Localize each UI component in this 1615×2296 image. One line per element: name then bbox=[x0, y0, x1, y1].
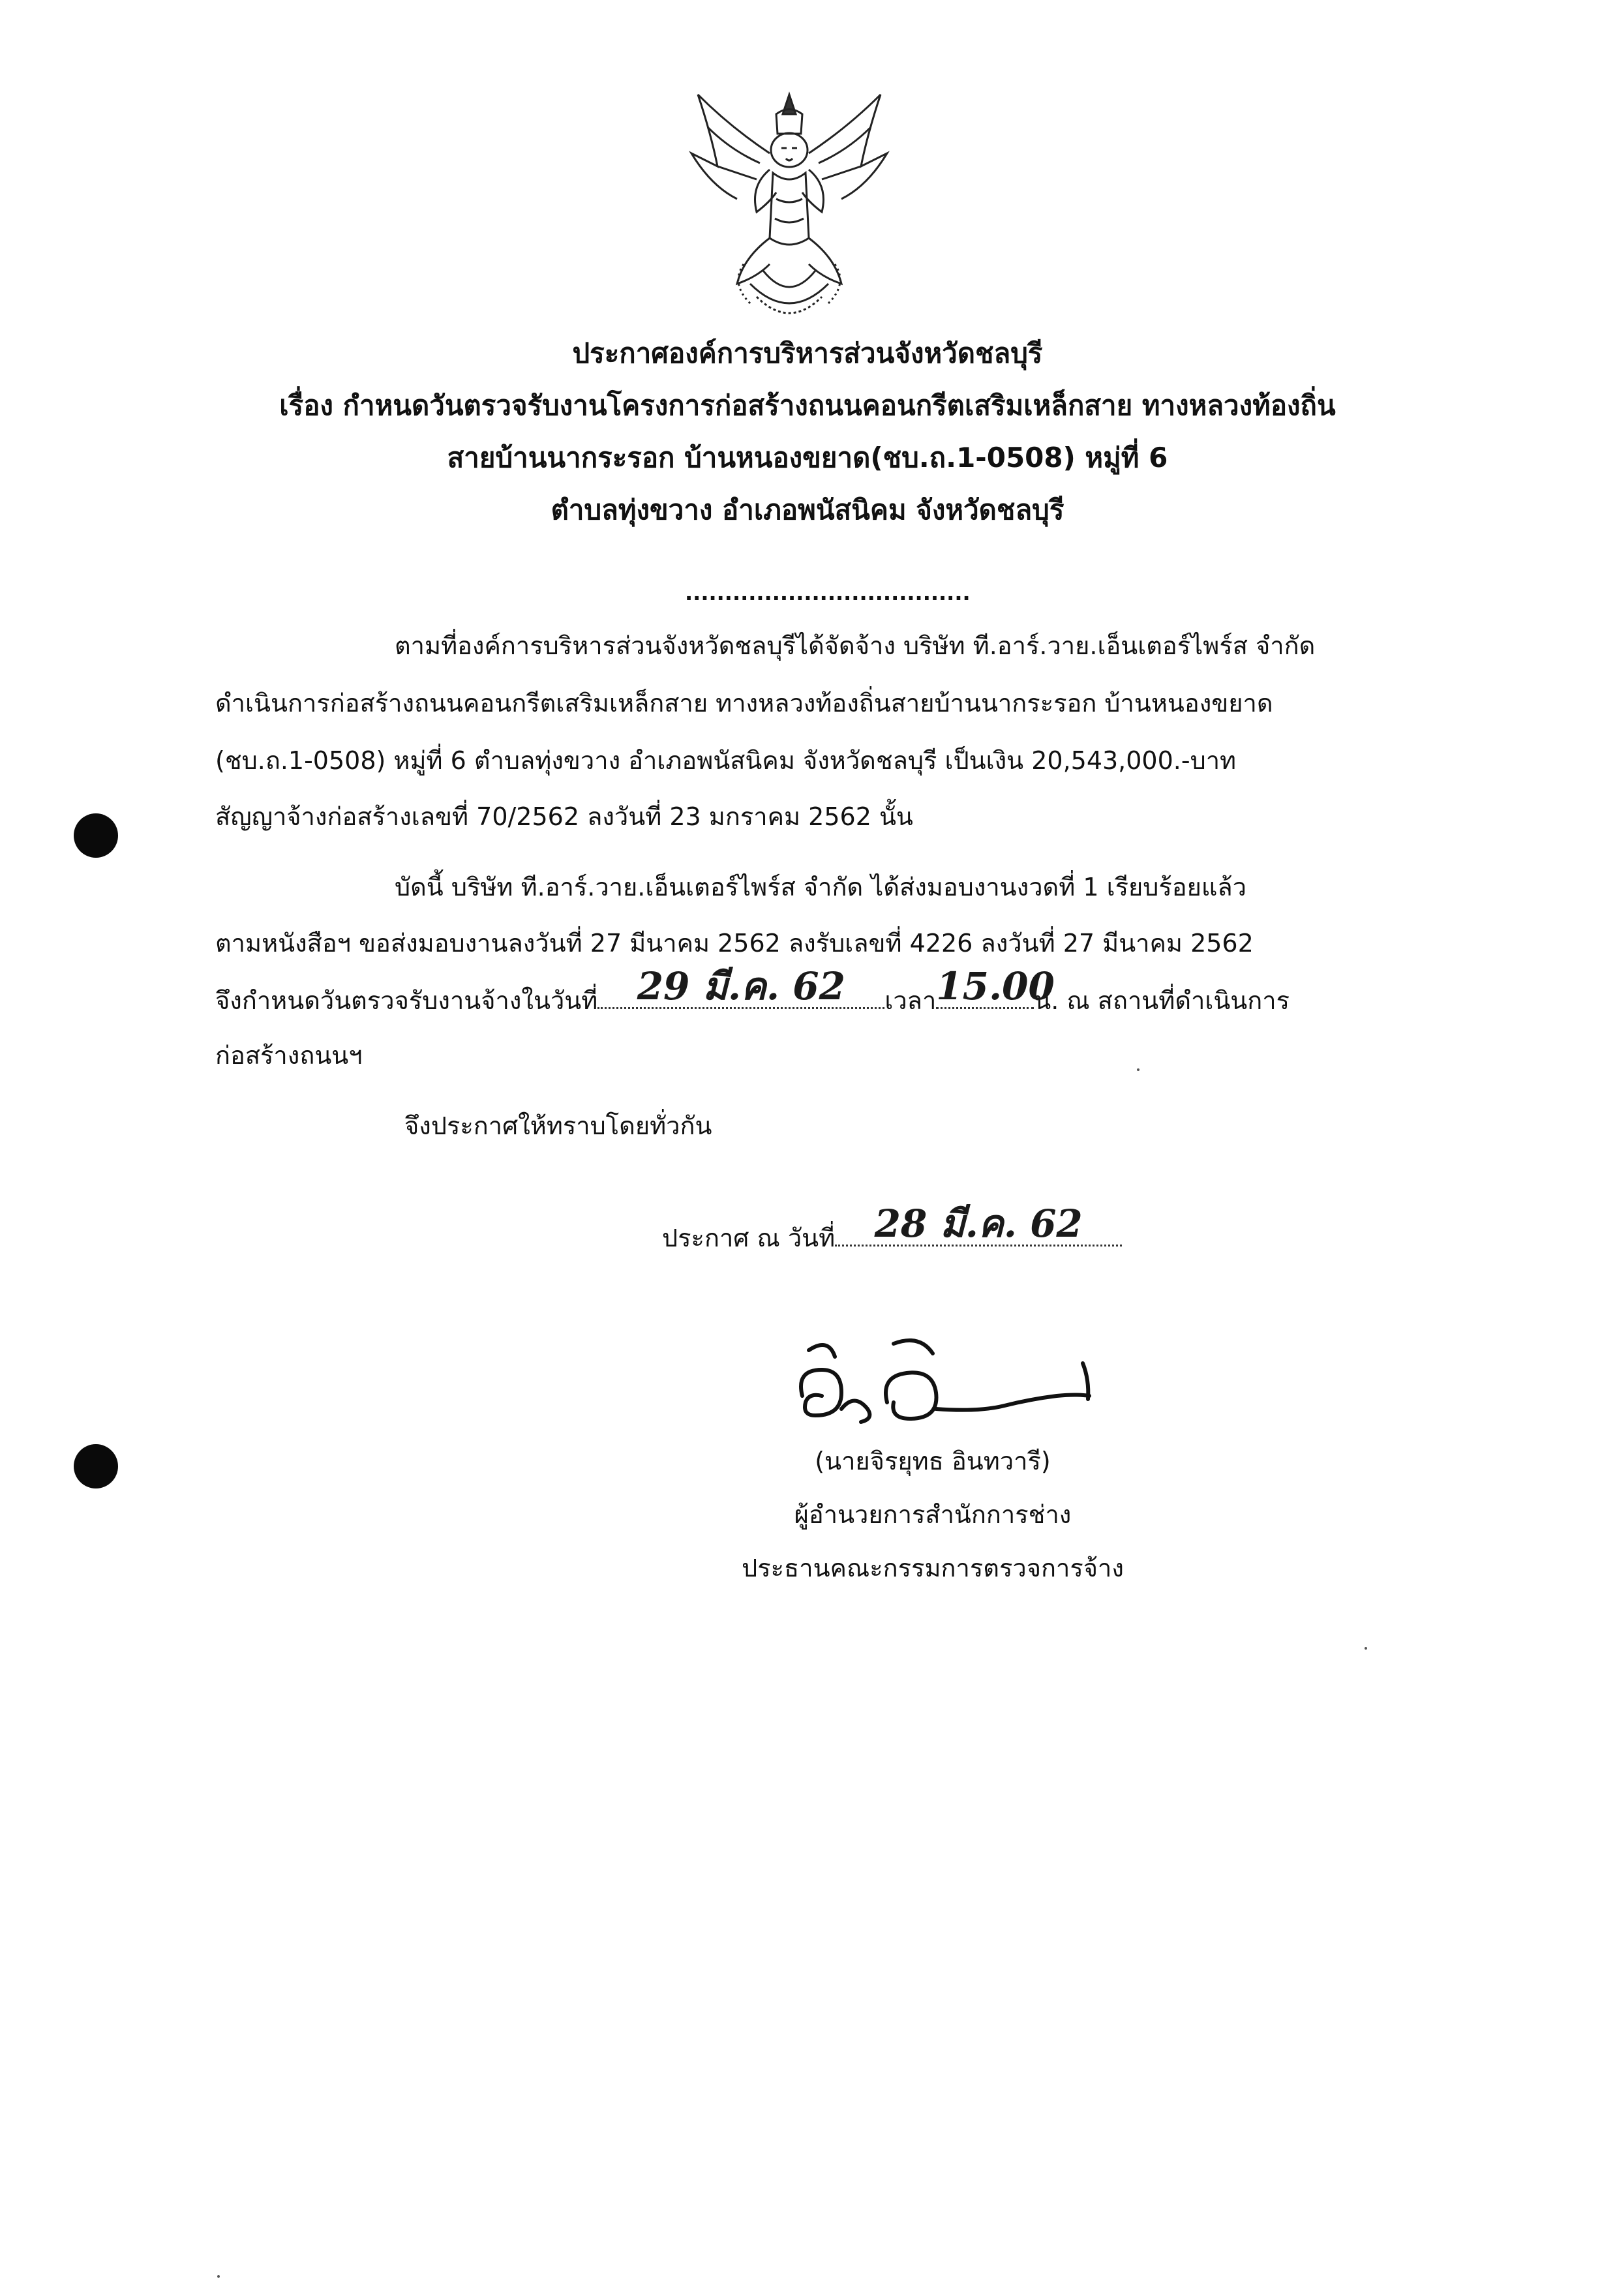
announcement-date-line bbox=[662, 1201, 1122, 1256]
scan-speck bbox=[1137, 1068, 1140, 1071]
announced-date-handwritten: 28 มี.ค. 62 bbox=[874, 1201, 1083, 1246]
inspection-time-field bbox=[936, 964, 1055, 1009]
paragraph1-line4: สัญญาจ้างก่อสร้างเลขที่ 70/2562 ลงวันที่ 23 มกราคม 2562 นั้น bbox=[215, 802, 913, 831]
separator-dots: .................................... bbox=[685, 581, 971, 605]
inspection-date-field bbox=[597, 964, 884, 1009]
subject-line-3: ตำบลทุ่งขวาง อำเภอพนัสนิคม จังหวัดชลบุรี bbox=[551, 494, 1064, 526]
paragraph1-line3: (ชบ.ถ.1-0508) หมู่ที่ 6 ตำบลทุ่งขวาง อำเภอพนัสนิคม จังหวัดชลบุรี เป็นเงิน 20,543,000.-บาท bbox=[215, 746, 1237, 775]
inspection-label: จึงกำหนดวันตรวจรับงานจ้างในวันที่ bbox=[215, 986, 598, 1015]
signature-image bbox=[783, 1331, 1109, 1448]
subject-line-2: สายบ้านนากระรอก บ้านหนองขยาด(ชบ.ถ.1-0508) หมู่ที่ 6 bbox=[447, 442, 1168, 474]
inspection-time-handwritten: 15.00 bbox=[936, 964, 1055, 1008]
signatory-role: ประธานคณะกรรมการตรวจการจ้าง bbox=[742, 1554, 1124, 1582]
paragraph1-line1: ตามที่องค์การบริหารส่วนจังหวัดชลบุรีได้จัดจ้าง บริษัท ที.อาร์.วาย.เอ็นเตอร์ไพร์ส จำกัด bbox=[395, 631, 1316, 660]
paragraph2-line1: บัดนี้ บริษัท ที.อาร์.วาย.เอ็นเตอร์ไพร์ส จำกัด ได้ส่งมอบงานงวดที่ 1 เรียบร้อยแล้ว bbox=[395, 873, 1247, 901]
time-label: เวลา bbox=[884, 986, 937, 1015]
signatory-name: (นายจิรยุทธ อินทวารี) bbox=[815, 1447, 1051, 1475]
document-title: ประกาศองค์การบริหารส่วนจังหวัดชลบุรี bbox=[572, 337, 1043, 369]
garuda-emblem-icon bbox=[678, 88, 900, 329]
punch-hole-bottom bbox=[74, 1444, 118, 1488]
scan-speck bbox=[217, 2275, 220, 2278]
subject-line: เรื่อง กำหนดวันตรวจรับงานโครงการก่อสร้างถนนคอนกรีตเสริมเหล็กสาย ทางหลวงท้องถิ่น bbox=[279, 389, 1336, 421]
location-text: น. ณ สถานที่ดำเนินการ bbox=[1034, 986, 1290, 1015]
punch-hole-top bbox=[74, 813, 118, 858]
signatory-position: ผู้อำนวยการสำนักการช่าง bbox=[794, 1500, 1072, 1529]
announced-label: ประกาศ ณ วันที่ bbox=[662, 1224, 836, 1252]
closing-statement: จึงประกาศให้ทราบโดยทั่วกัน bbox=[404, 1111, 712, 1140]
inspection-date-handwritten: 29 มี.ค. 62 bbox=[637, 964, 845, 1008]
scan-speck bbox=[1365, 1647, 1367, 1650]
paragraph2-line3 bbox=[215, 964, 1290, 1019]
paragraph2-line2: ตามหนังสือฯ ขอส่งมอบงานลงวันที่ 27 มีนาคม 2562 ลงรับเลขที่ 4226 ลงวันที่ 27 มีนาคม 2562 bbox=[215, 929, 1254, 958]
announced-date-field bbox=[835, 1201, 1122, 1246]
paragraph2-line4: ก่อสร้างถนนฯ bbox=[215, 1041, 363, 1070]
paragraph1-line2: ดำเนินการก่อสร้างถนนคอนกรีตเสริมเหล็กสาย ทางหลวงท้องถิ่นสายบ้านนากระรอก บ้านหนองขยาด bbox=[215, 689, 1273, 718]
